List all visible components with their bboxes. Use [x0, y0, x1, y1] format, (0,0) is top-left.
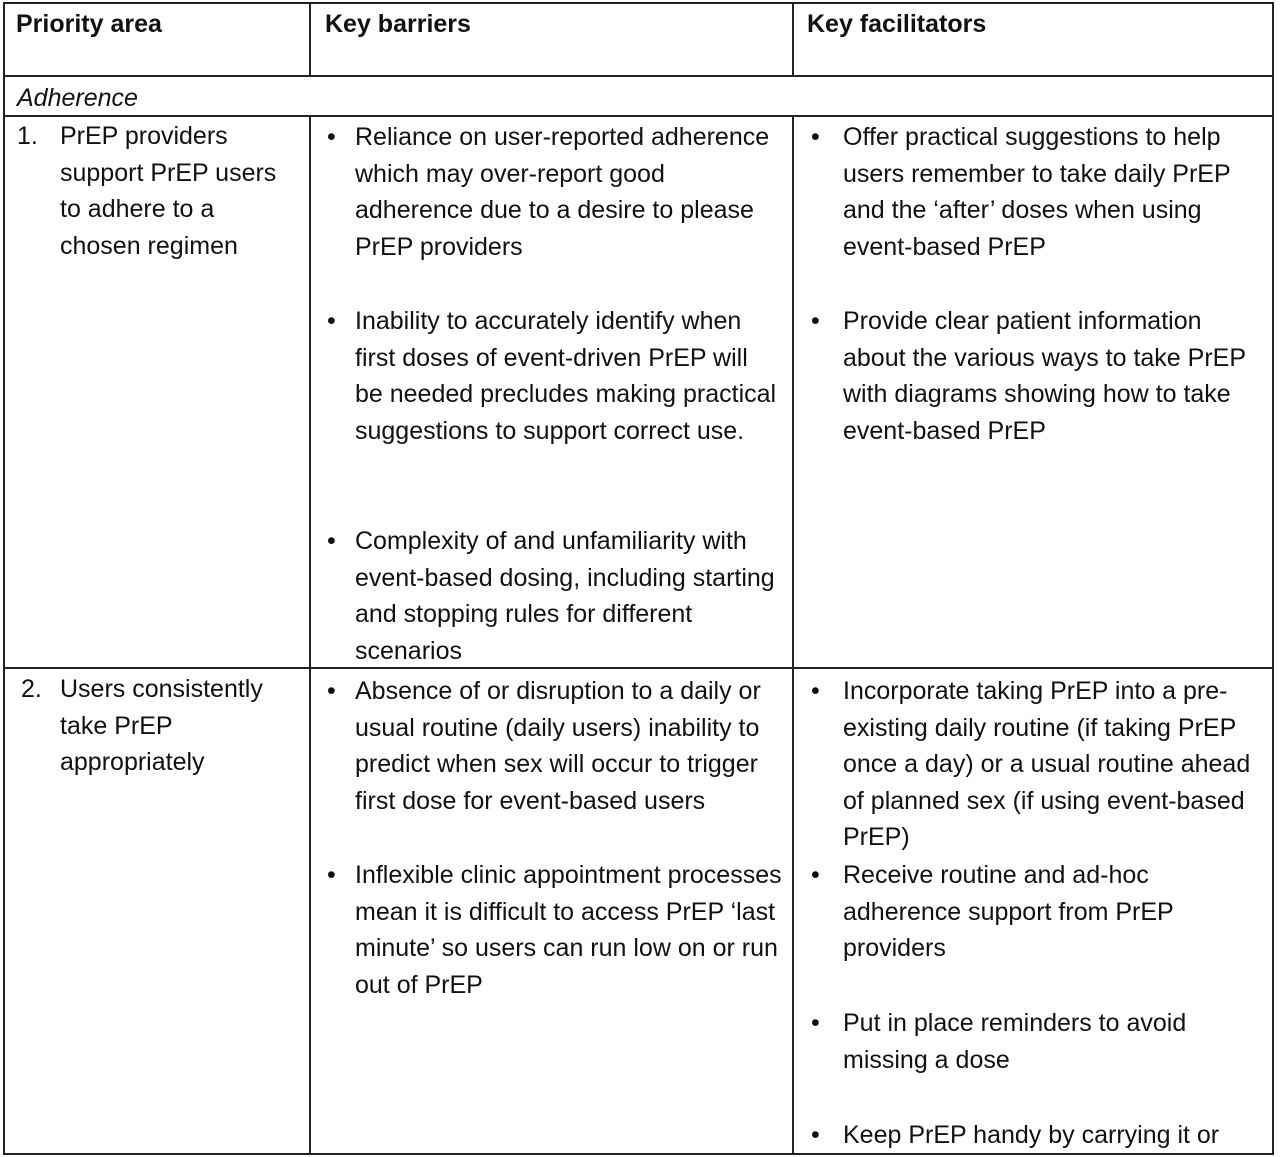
row1-priority: PrEP providers support PrEP users to adhere to a chosen regimen: [60, 122, 277, 260]
col-divider-1-body: [309, 115, 311, 1155]
row1-facilitator-2-text: Provide clear patient information about the various ways to take PrEP with diagrams showing how to take event-based PrEP: [843, 307, 1246, 445]
row2-facilitator-1: [811, 673, 1271, 856]
bullet-icon: •: [811, 1009, 820, 1037]
bullet-icon: •: [811, 861, 820, 889]
row1-barrier-2: [327, 303, 782, 449]
row2-facilitator-3: [811, 1005, 1261, 1078]
table-top-border: [3, 2, 1274, 4]
bullet-icon: •: [811, 123, 820, 151]
row2-facilitator-4-text: Keep PrEP handy by carrying it or: [843, 1121, 1220, 1149]
row1-barrier-1-text: Reliance on user-reported adherence which may over-report good adherence due to a desire to please PrEP providers: [355, 123, 770, 261]
header-key-barriers: Key barriers: [325, 10, 471, 38]
row2-facilitator-3-text: Put in place reminders to avoid missing a dose: [843, 1009, 1187, 1074]
row2-barrier-2: [327, 857, 782, 1003]
bullet-icon: •: [811, 307, 820, 335]
row1-facilitator-2: [811, 303, 1261, 449]
row2-barrier-1-text: Absence of or disruption to a daily or usual routine (daily users) inability to predict when sex will occur to trigger first dose for event-based users: [355, 677, 761, 815]
bullet-icon: •: [327, 527, 336, 555]
row2-facilitator-4: [811, 1117, 1261, 1154]
row2-barrier-1: [327, 673, 782, 819]
section-label-adherence: Adherence: [17, 84, 138, 112]
bullet-icon: •: [327, 123, 336, 151]
row2-facilitator-2-text: Receive routine and ad-hoc adherence support from PrEP providers: [843, 861, 1174, 962]
table-left-border: [3, 2, 5, 1155]
bullet-icon: •: [811, 677, 820, 705]
row1-facilitator-1-text: Offer practical suggestions to help users remember to take daily PrEP and the ‘after’ doses when using event-based PrEP: [843, 123, 1231, 261]
row1-barrier-2-text: Inability to accurately identify when first doses of event-driven PrEP will be needed precludes making practical suggestions to support correct use.: [355, 307, 777, 445]
row1-barrier-3: [327, 523, 782, 669]
priority-table: [3, 2, 1274, 1155]
row2-facilitator-2: [811, 857, 1261, 967]
bullet-icon: •: [327, 677, 336, 705]
bullet-icon: •: [327, 307, 336, 335]
header-priority-area: Priority area: [16, 10, 162, 38]
row1-facilitator-1: [811, 119, 1261, 265]
row2-facilitator-1-text: Incorporate taking PrEP into a pre-existing daily routine (if taking PrEP once a day) or a usual routine ahead of planned sex (if using event-based PrEP): [843, 677, 1251, 851]
row1-barrier-3-text: Complexity of and unfamiliarity with event-based dosing, including starting and stopping rules for different scenarios: [355, 527, 775, 665]
row1-number: 1.: [17, 122, 38, 150]
row2-number: 2.: [21, 675, 42, 703]
table-right-border: [1272, 2, 1274, 1155]
section-bottom-border: [3, 115, 1274, 117]
bullet-icon: •: [811, 1121, 820, 1149]
header-bottom-border: [3, 75, 1274, 77]
col-divider-2-body: [792, 115, 794, 1155]
row1-barrier-1: [327, 119, 782, 265]
col-divider-2-header: [792, 2, 794, 77]
col-divider-1-header: [309, 2, 311, 77]
row2-priority: Users consistently take PrEP appropriately: [60, 675, 263, 776]
header-key-facilitators: Key facilitators: [807, 10, 987, 38]
row2-barrier-2-text: Inflexible clinic appointment processes mean it is difficult to access PrEP ‘last minute’ so users can run low on or run out of PrEP: [355, 861, 782, 999]
bullet-icon: •: [327, 861, 336, 889]
